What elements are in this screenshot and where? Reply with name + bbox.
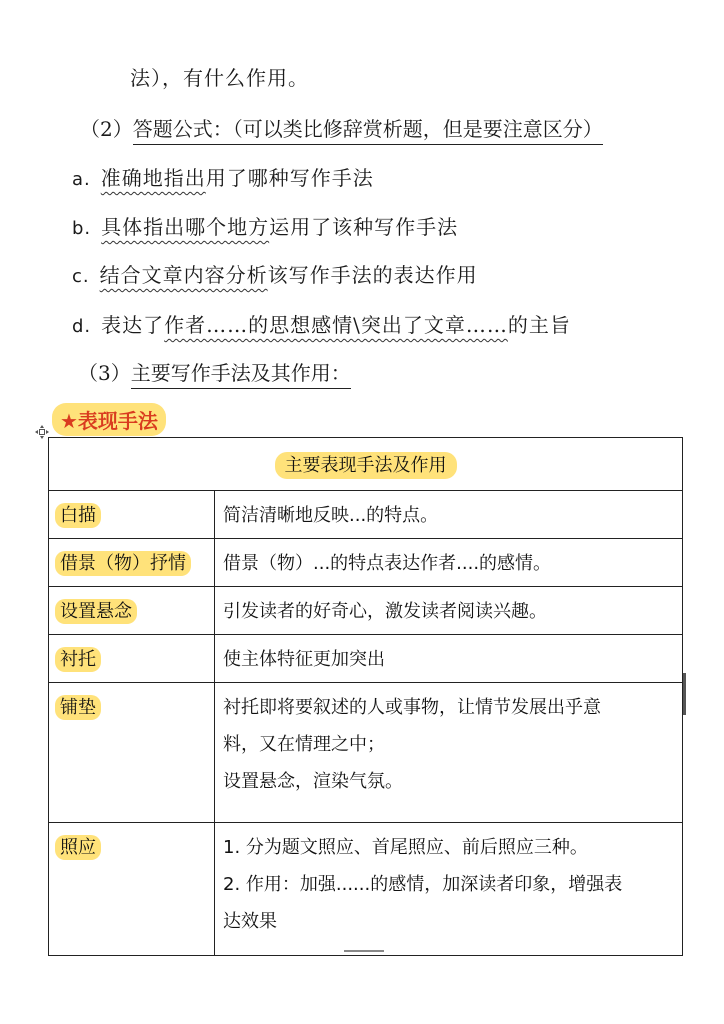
term-text: 衬托 [55, 647, 101, 672]
desc-cell [215, 823, 683, 956]
list-item [72, 259, 478, 288]
term-cell [49, 635, 215, 683]
desc-line: 达效果 [223, 911, 277, 932]
list-item-text: 用了哪种写作手法 [205, 166, 374, 190]
table-row [49, 587, 683, 635]
list-item [72, 309, 571, 338]
desc-line: 借景（物）...的特点表达作者....的感情。 [223, 553, 552, 574]
list-item-label: c. [72, 266, 90, 287]
desc-cell [215, 539, 683, 587]
list-item [72, 162, 374, 191]
techniques-table [48, 437, 683, 956]
page-divider [344, 950, 384, 952]
term-text: 照应 [55, 835, 101, 860]
desc-cell [215, 683, 683, 823]
subheading-number: （3） [78, 361, 131, 385]
subheading-text: 主要写作手法及其作用： [131, 357, 351, 389]
subheading-techniques [78, 357, 351, 389]
desc-line: 简洁清晰地反映...的特点。 [223, 505, 439, 526]
desc-line: 引发读者的好奇心，激发读者阅读兴趣。 [223, 601, 547, 622]
table-row [49, 539, 683, 587]
term-cell [49, 683, 215, 823]
desc-line: 1. 分为题文照应、首尾照应、前后照应三种。 [223, 837, 588, 858]
table-header-row [49, 438, 683, 491]
subheading-text: 答题公式：（可以类比修辞赏析题，但是要注意区分） [133, 113, 603, 145]
section-badge: ★表现手法 [52, 403, 166, 436]
desc-cell [215, 635, 683, 683]
table-row [49, 823, 683, 956]
list-item-text: 该写作手法的表达作用 [267, 263, 478, 287]
table-row [49, 683, 683, 823]
list-item-emphasis: 准确地指出 [100, 166, 206, 190]
desc-line: 衬托即将要叙述的人或事物，让情节发展出乎意 [223, 697, 601, 718]
desc-line: 料，又在情理之中； [223, 734, 385, 755]
term-text: 白描 [55, 503, 101, 528]
table-row [49, 635, 683, 683]
term-cell [49, 587, 215, 635]
subheading-number: （2） [80, 117, 133, 141]
text-line-top: 法），有什么作用。 [130, 66, 309, 90]
list-item-label: a. [72, 169, 91, 190]
term-text: 借景（物）抒情 [55, 551, 191, 576]
term-cell [49, 823, 215, 956]
term-cell [49, 539, 215, 587]
list-item-text: 运用了该种写作手法 [269, 215, 459, 239]
list-item [72, 211, 458, 240]
list-item-emphasis: 具体指出哪个地方 [101, 215, 270, 239]
subheading-formula [80, 113, 603, 145]
desc-cell [215, 587, 683, 635]
desc-line: 设置悬念，渲染气氛。 [223, 771, 403, 792]
table-header-text: 主要表现手法及作用 [275, 452, 457, 479]
table-header [49, 438, 683, 491]
table-resize-handle[interactable] [683, 673, 686, 715]
list-item-emphasis: 作者……的思想感情\突出了文章…… [164, 313, 508, 337]
list-item-label: d. [72, 316, 92, 337]
desc-line: 使主体特征更加突出 [223, 649, 385, 670]
table-row [49, 491, 683, 539]
list-item-prefix: 表达了 [101, 313, 165, 337]
list-item-label: b. [72, 218, 92, 239]
term-text: 设置悬念 [55, 599, 137, 624]
term-cell [49, 491, 215, 539]
term-text: 铺垫 [55, 695, 101, 720]
desc-cell [215, 491, 683, 539]
list-item-emphasis: 结合文章内容分析 [99, 263, 268, 287]
desc-line: 2. 作用：加强......的感情，加深读者印象，增强表 [223, 874, 623, 895]
list-item-text: 的主旨 [507, 313, 571, 337]
